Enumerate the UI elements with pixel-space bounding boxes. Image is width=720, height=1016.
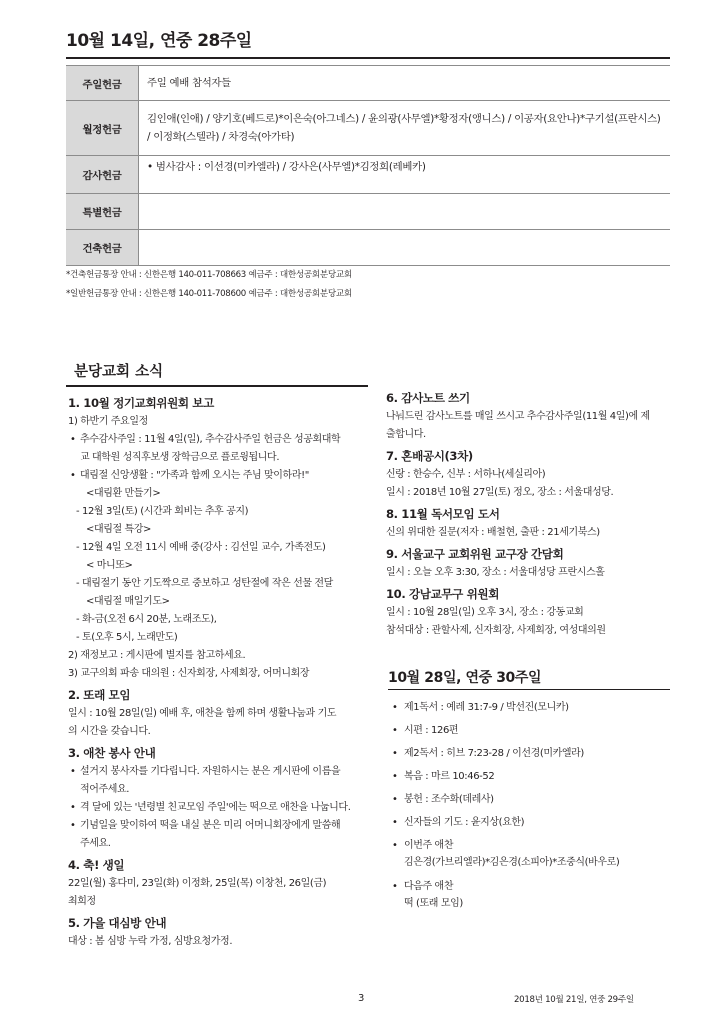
news-line: 신의 위대한 질문(저자 : 배철현, 출판 : 21세기북스) — [386, 527, 600, 538]
news-heading: 10. 강남교무구 위원회 — [386, 587, 500, 601]
news-line: <대림절 특강> — [86, 524, 152, 535]
account-notes — [66, 266, 352, 304]
news-line: 3) 교구의회 파송 대의원 : 신자회장, 사제회장, 어머니회장 — [68, 668, 310, 679]
account-note: *일반헌금통장 안내 : 신한은행 140-011-708600 예금주 : 대한성공회분당교회 — [66, 289, 352, 299]
news-left-column — [68, 391, 370, 951]
section-title: 분당교회 소식 — [74, 364, 164, 380]
news-line: • 대림절 신앙생활 : "가족과 함께 오시는 주님 맞이하라!" — [68, 467, 370, 485]
service-item — [390, 838, 619, 879]
service-item-text: • 신자들의 기도 : 윤지상(요한) — [404, 817, 525, 828]
service-item-detail: 김은경(가브리엘라)*김은경(소피아)*조중식(바우로) — [404, 857, 620, 868]
news-line: 일시 : 2018년 10월 27일(토) 정오, 장소 : 서울대성당. — [386, 487, 614, 498]
news-line: 참석대상 : 관할사제, 신자회장, 사제회장, 여성대의원 — [386, 625, 606, 636]
section-divider — [66, 385, 368, 387]
news-heading: 7. 혼배공시(3차) — [386, 449, 473, 463]
offering-label: 주일헌금 — [66, 66, 139, 101]
news-heading: 1. 10월 정기교회위원회 보고 — [68, 396, 214, 410]
news-line: - 12월 3일(토) (시간과 회비는 추후 공지) — [76, 506, 249, 517]
footer-date: 2018년 10월 21일, 연중 29주일 — [514, 995, 634, 1005]
news-line: 교 대학원 성직후보생 장학금으로 플로윙됩니다. — [80, 452, 280, 463]
news-line: < 마니또> — [86, 560, 133, 571]
news-line: 최희정 — [68, 896, 96, 907]
news-line: 1) 하반기 주요일정 — [68, 416, 148, 427]
news-line: 일시 : 오늘 오후 3:30, 장소 : 서울대성당 프란시스홀 — [386, 567, 605, 578]
offering-value: 김인애(인애) / 양기호(베드로)*이은숙(아그네스) / 윤의광(사무엘)*황정자(앵니스) / 이공자(요안나)*구기설(프란시스) / 이정화(스텔라) / 차경숙(아가타) — [139, 101, 671, 156]
news-line: 나눠드린 감사노트를 매일 쓰시고 추수감사주일(11월 4일)에 제 — [386, 411, 650, 422]
next-service-list — [390, 700, 619, 920]
news-heading: 4. 축! 생일 — [68, 858, 125, 872]
offering-label: 특별헌금 — [66, 194, 139, 230]
service-item — [390, 769, 619, 792]
offering-value — [139, 194, 671, 230]
offering-value: • 범사감사 : 이선경(미카엘라) / 강사은(사무엘)*김정희(레베카) — [139, 156, 671, 194]
table-row — [66, 230, 670, 266]
page-number: 3 — [358, 993, 365, 1004]
page-title: 10월 14일, 연중 28주일 — [66, 31, 252, 51]
service-item — [390, 879, 619, 920]
offering-label: 월정헌금 — [66, 101, 139, 156]
news-line: - 12월 4일 오전 11시 예배 중(강사 : 김선일 교수, 가족전도) — [76, 542, 326, 553]
news-heading: 2. 또래 모임 — [68, 688, 131, 702]
news-line: 주세요. — [80, 838, 111, 849]
news-heading: 8. 11월 독서모임 도서 — [386, 507, 500, 521]
service-item — [390, 792, 619, 815]
next-service-title: 10월 28일, 연중 30주일 — [388, 670, 542, 686]
news-line: 22일(월) 홍다미, 23일(화) 이정화, 25일(목) 이창천, 26일(금) — [68, 878, 327, 889]
service-item — [390, 700, 619, 723]
service-item-text: • 제2독서 : 히브 7:23-28 / 이선경(미카엘라) — [404, 748, 584, 759]
news-line: 일시 : 10월 28일(일) 예배 후, 애찬을 함께 하며 생활나눔과 기도 — [68, 708, 337, 719]
offering-table — [66, 65, 670, 266]
news-line: • 설거지 봉사자를 기다립니다. 자원하시는 분은 게시판에 이름을 — [68, 763, 370, 781]
news-line: - 토(오후 5시, 노래만도) — [76, 632, 178, 643]
news-line: 2) 재정보고 : 게시판에 별지를 참고하세요. — [68, 650, 246, 661]
service-item — [390, 815, 619, 838]
service-item-detail: 떡 (또래 모임) — [404, 898, 463, 909]
news-line: 일시 : 10월 28일(일) 오후 3시, 장소 : 강동교회 — [386, 607, 584, 618]
service-item-text: • 복음 : 마르 10:46-52 — [404, 771, 495, 782]
service-item-text: • 이번주 애찬 — [404, 840, 454, 851]
news-line: • 기념일을 맞이하여 떡을 내실 분은 미리 어머니회장에게 말씀해 — [68, 817, 370, 835]
offering-value — [139, 230, 671, 266]
service-item-text: • 제1독서 : 예레 31:7-9 / 박선진(모니카) — [404, 702, 569, 713]
table-row — [66, 101, 670, 156]
offering-value: 주일 예배 참석자들 — [139, 66, 671, 101]
news-heading: 6. 감사노트 쓰기 — [386, 391, 470, 405]
news-heading: 3. 애찬 봉사 안내 — [68, 746, 156, 760]
news-heading: 9. 서울교구 교회위원 교구장 간담회 — [386, 547, 564, 561]
table-row — [66, 156, 670, 194]
news-line: 대상 : 봄 심방 누락 가정, 심방요청가정. — [68, 936, 233, 947]
service-item-text: • 시편 : 126편 — [404, 725, 459, 736]
service-item-text: • 다음주 애찬 — [404, 881, 454, 892]
news-right-column — [386, 386, 686, 640]
news-line: 출합니다. — [386, 429, 426, 440]
title-divider — [66, 57, 670, 59]
table-row — [66, 194, 670, 230]
account-note: *건축헌금통장 안내 : 신한은행 140-011-708663 예금주 : 대한성공회분당교회 — [66, 270, 352, 280]
news-line: 신랑 : 한승수, 신부 : 서하나(세실리아) — [386, 469, 546, 480]
service-item — [390, 746, 619, 769]
news-line: 적어주세요. — [80, 784, 130, 795]
news-line: <대림환 만들기> — [86, 488, 161, 499]
news-heading: 5. 가을 대심방 안내 — [68, 916, 167, 930]
offering-label: 건축헌금 — [66, 230, 139, 266]
service-item-text: • 봉헌 : 조수화(데레사) — [404, 794, 494, 805]
news-line: • 추수감사주일 : 11월 4일(일), 추수감사주일 헌금은 성공회대학 — [68, 431, 370, 449]
news-line: 의 시간을 갖습니다. — [68, 726, 151, 737]
news-line: <대림절 매일기도> — [86, 596, 170, 607]
table-row — [66, 66, 670, 101]
news-line: - 화-금(오전 6시 20분, 노래조도), — [76, 614, 217, 625]
service-item — [390, 723, 619, 746]
news-line: - 대림절기 동안 기도짝으로 중보하고 성탄절에 작은 선물 전달 — [76, 578, 333, 589]
news-line: • 격 달에 있는 '년령별 친교모임 주일'에는 떡으로 애찬을 나눕니다. — [68, 799, 370, 817]
next-service-divider — [388, 689, 670, 690]
offering-label: 감사헌금 — [66, 156, 139, 194]
